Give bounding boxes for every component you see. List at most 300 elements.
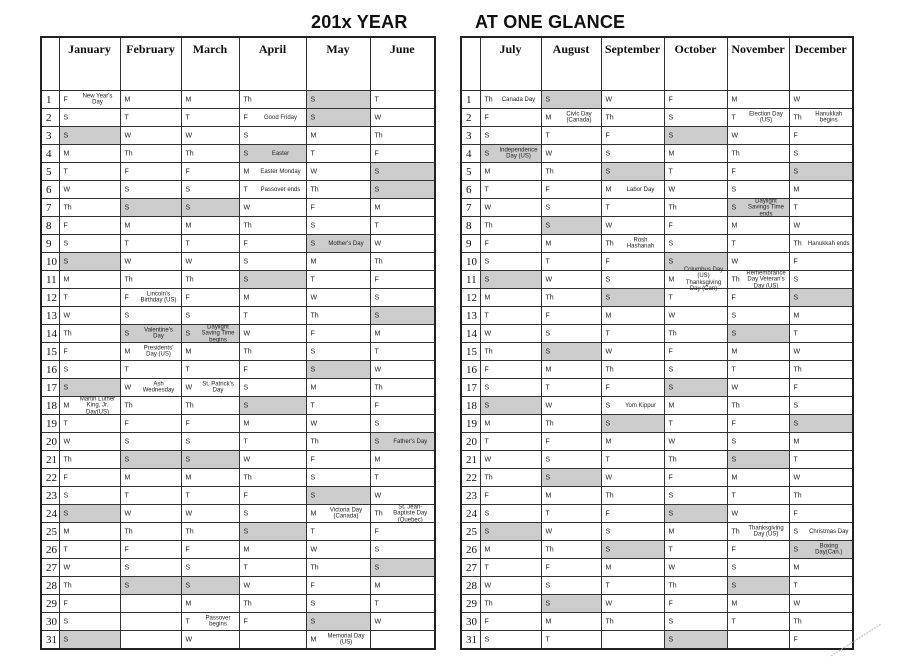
weekday-label: F — [605, 258, 610, 265]
weekday-label: T — [484, 312, 489, 319]
day-cell — [239, 487, 306, 505]
day-cell — [370, 505, 435, 523]
weekday-label: S — [668, 510, 674, 517]
day-row — [461, 523, 853, 541]
day-cell — [664, 451, 727, 469]
day-cell — [541, 523, 601, 541]
weekday-label: W — [793, 600, 801, 607]
day-cell — [601, 415, 664, 433]
weekday-label: W — [793, 474, 801, 481]
day-cell — [120, 343, 181, 361]
weekday-label: S — [793, 546, 799, 553]
day-cell — [181, 145, 239, 163]
weekday-label: W — [605, 474, 613, 481]
weekday-label: F — [185, 420, 190, 427]
weekday-label: W — [374, 366, 382, 373]
day-number: 11 — [41, 271, 59, 289]
day-row — [41, 127, 435, 145]
weekday-label: Th — [484, 222, 493, 229]
day-number: 16 — [41, 361, 59, 379]
weekday-label: T — [484, 438, 489, 445]
day-cell — [727, 613, 789, 631]
weekday-label: F — [731, 546, 736, 553]
weekday-label: Th — [484, 96, 493, 103]
day-cell — [370, 307, 435, 325]
day-row — [41, 181, 435, 199]
weekday-label: Th — [185, 276, 194, 283]
day-cell — [480, 361, 541, 379]
weekday-label: F — [124, 546, 129, 553]
day-row — [461, 379, 853, 397]
day-number: 14 — [461, 325, 480, 343]
day-cell — [601, 271, 664, 289]
day-cell — [789, 595, 853, 613]
day-cell — [370, 325, 435, 343]
day-cell — [727, 307, 789, 325]
holiday-label: Hanukkah begins — [815, 111, 843, 124]
weekday-label: W — [185, 132, 193, 139]
day-cell — [789, 541, 853, 559]
weekday-label: S — [605, 294, 611, 301]
weekday-label: T — [124, 492, 129, 499]
day-cell — [59, 91, 120, 109]
weekday-label: S — [605, 546, 611, 553]
weekday-label: T — [124, 114, 129, 121]
day-cell — [789, 505, 853, 523]
day-cell — [727, 397, 789, 415]
day-row — [461, 181, 853, 199]
day-row — [41, 199, 435, 217]
weekday-label: M — [484, 294, 491, 301]
day-number: 21 — [461, 451, 480, 469]
day-cell — [541, 433, 601, 451]
weekday-label: S — [63, 132, 69, 139]
weekday-label: M — [185, 222, 192, 229]
weekday-label: M — [545, 240, 552, 247]
weekday-label: Th — [124, 402, 133, 409]
day-cell — [727, 217, 789, 235]
weekday-label: M — [731, 474, 738, 481]
day-row — [461, 199, 853, 217]
day-cell — [181, 109, 239, 127]
day-number: 28 — [41, 577, 59, 595]
holiday-label: Election Day (US) — [749, 111, 783, 124]
day-cell — [239, 127, 306, 145]
weekday-label: S — [310, 222, 316, 229]
weekday-label: Th — [605, 618, 614, 625]
month-header: December — [789, 37, 853, 91]
weekday-label: W — [63, 186, 71, 193]
weekday-label: W — [243, 582, 251, 589]
holiday-label: Lincoln's Birthday (US) — [140, 291, 177, 304]
day-cell — [239, 433, 306, 451]
day-number: 2 — [41, 109, 59, 127]
weekday-label: T — [731, 618, 736, 625]
day-number: 12 — [41, 289, 59, 307]
day-number: 30 — [461, 613, 480, 631]
weekday-label: M — [545, 618, 552, 625]
weekday-label: S — [63, 510, 69, 517]
day-number: 2 — [461, 109, 480, 127]
weekday-label: Th — [243, 348, 252, 355]
weekday-label: F — [793, 384, 798, 391]
weekday-label: Th — [310, 564, 319, 571]
day-number: 5 — [461, 163, 480, 181]
weekday-label: Th — [793, 618, 802, 625]
weekday-label: T — [374, 222, 379, 229]
day-cell — [789, 451, 853, 469]
weekday-label: Th — [668, 456, 677, 463]
weekday-label: S — [185, 312, 191, 319]
day-cell — [239, 415, 306, 433]
weekday-label: Th — [668, 204, 677, 211]
weekday-label: M — [731, 96, 738, 103]
day-cell — [239, 289, 306, 307]
weekday-label: F — [243, 240, 248, 247]
weekday-label: M — [124, 222, 131, 229]
day-cell — [120, 631, 181, 650]
day-number: 16 — [461, 361, 480, 379]
weekday-label: S — [243, 150, 249, 157]
weekday-label: S — [731, 582, 737, 589]
weekday-label: M — [545, 114, 552, 121]
day-cell — [541, 451, 601, 469]
weekday-label: W — [185, 384, 193, 391]
day-cell — [727, 127, 789, 145]
weekday-label: M — [668, 150, 675, 157]
day-cell — [120, 199, 181, 217]
weekday-label: S — [124, 582, 130, 589]
weekday-label: S — [793, 276, 799, 283]
weekday-label: S — [310, 618, 316, 625]
weekday-label: W — [243, 204, 251, 211]
day-number: 7 — [41, 199, 59, 217]
day-cell — [789, 127, 853, 145]
day-cell — [480, 289, 541, 307]
day-cell — [789, 271, 853, 289]
day-cell — [370, 631, 435, 650]
weekday-label: F — [310, 582, 315, 589]
weekday-label: Th — [63, 456, 72, 463]
day-cell — [480, 181, 541, 199]
weekday-label: Th — [668, 330, 677, 337]
day-row — [461, 343, 853, 361]
day-cell — [59, 181, 120, 199]
day-cell — [239, 397, 306, 415]
weekday-label: S — [731, 564, 737, 571]
weekday-label: W — [374, 492, 382, 499]
weekday-label: S — [185, 564, 191, 571]
day-number: 26 — [41, 541, 59, 559]
weekday-label: F — [545, 186, 550, 193]
day-cell — [480, 595, 541, 613]
weekday-label: S — [668, 366, 674, 373]
day-cell — [59, 109, 120, 127]
day-cell — [306, 631, 370, 650]
weekday-label: M — [124, 96, 131, 103]
day-cell — [480, 469, 541, 487]
weekday-label: W — [793, 96, 801, 103]
day-row — [41, 469, 435, 487]
weekday-label: W — [243, 330, 251, 337]
weekday-label: Th — [484, 474, 493, 481]
day-cell — [120, 577, 181, 595]
weekday-label: F — [63, 96, 68, 103]
day-cell — [181, 469, 239, 487]
day-row — [41, 415, 435, 433]
weekday-label: M — [310, 510, 317, 517]
weekday-label: S — [243, 528, 249, 535]
holiday-label: Canada Day — [501, 96, 536, 103]
day-cell — [727, 433, 789, 451]
day-cell — [59, 217, 120, 235]
weekday-label: W — [484, 582, 492, 589]
day-number: 30 — [41, 613, 59, 631]
weekday-label: F — [793, 132, 798, 139]
weekday-label: Th — [63, 204, 72, 211]
weekday-label: Th — [185, 402, 194, 409]
day-cell — [601, 523, 664, 541]
day-cell — [480, 307, 541, 325]
weekday-label: M — [374, 204, 381, 211]
day-cell — [181, 271, 239, 289]
day-cell — [59, 271, 120, 289]
weekday-label: W — [374, 618, 382, 625]
day-cell — [480, 271, 541, 289]
day-cell — [601, 487, 664, 505]
day-cell — [370, 451, 435, 469]
weekday-label: W — [185, 636, 193, 643]
weekday-label: Th — [124, 528, 133, 535]
weekday-label: S — [605, 168, 611, 175]
day-cell — [480, 109, 541, 127]
weekday-label: Th — [731, 528, 740, 535]
day-cell — [181, 433, 239, 451]
day-cell — [789, 181, 853, 199]
weekday-label: F — [605, 384, 610, 391]
day-cell — [239, 343, 306, 361]
day-number: 19 — [41, 415, 59, 433]
day-cell — [181, 199, 239, 217]
weekday-label: Th — [374, 510, 383, 517]
weekday-label: Th — [243, 222, 252, 229]
holiday-label: Yom Kippur — [625, 402, 656, 409]
day-cell — [541, 469, 601, 487]
day-number: 20 — [461, 433, 480, 451]
weekday-label: Th — [243, 96, 252, 103]
day-cell — [120, 613, 181, 631]
day-row — [41, 235, 435, 253]
day-row — [41, 631, 435, 650]
day-cell — [601, 451, 664, 469]
weekday-label: M — [793, 186, 800, 193]
day-cell — [181, 325, 239, 343]
day-cell — [120, 217, 181, 235]
day-cell — [181, 343, 239, 361]
day-cell — [601, 181, 664, 199]
holiday-label: New Year's Day — [82, 93, 113, 106]
day-cell — [181, 631, 239, 650]
weekday-label: W — [243, 456, 251, 463]
weekday-label: T — [484, 186, 489, 193]
day-cell — [370, 109, 435, 127]
day-cell — [181, 595, 239, 613]
day-cell — [727, 505, 789, 523]
weekday-label: S — [124, 186, 130, 193]
weekday-label: T — [310, 150, 315, 157]
weekday-label: S — [545, 456, 551, 463]
weekday-label: T — [243, 186, 248, 193]
day-cell — [727, 451, 789, 469]
day-cell — [664, 217, 727, 235]
day-number: 31 — [41, 631, 59, 650]
day-cell — [306, 127, 370, 145]
day-cell — [181, 541, 239, 559]
day-number: 23 — [461, 487, 480, 505]
day-cell — [789, 217, 853, 235]
day-cell — [789, 109, 853, 127]
weekday-label: S — [731, 312, 737, 319]
weekday-label: Th — [124, 276, 133, 283]
weekday-label: F — [63, 474, 68, 481]
day-cell — [306, 397, 370, 415]
holiday-label: Labor Day — [626, 186, 655, 193]
day-cell — [181, 91, 239, 109]
weekday-label: W — [731, 510, 739, 517]
day-cell — [664, 361, 727, 379]
day-number: 9 — [41, 235, 59, 253]
day-cell — [601, 505, 664, 523]
day-cell — [181, 289, 239, 307]
day-number: 13 — [41, 307, 59, 325]
weekday-label: F — [484, 618, 489, 625]
day-number: 29 — [461, 595, 480, 613]
day-row — [41, 559, 435, 577]
weekday-label: F — [668, 348, 673, 355]
day-cell — [664, 415, 727, 433]
day-cell — [727, 109, 789, 127]
weekday-label: Th — [243, 474, 252, 481]
day-cell — [664, 91, 727, 109]
day-cell — [181, 217, 239, 235]
day-cell — [541, 505, 601, 523]
day-row — [41, 433, 435, 451]
day-cell — [239, 559, 306, 577]
day-cell — [480, 505, 541, 523]
day-cell — [789, 469, 853, 487]
holiday-label: St. Jean-Baptiste Day (Quebec) — [393, 503, 428, 523]
day-number: 11 — [461, 271, 480, 289]
weekday-label: M — [185, 474, 192, 481]
weekday-label: S — [545, 600, 551, 607]
day-cell — [120, 559, 181, 577]
day-cell — [664, 325, 727, 343]
weekday-label: W — [731, 258, 739, 265]
day-number: 8 — [41, 217, 59, 235]
day-cell — [306, 91, 370, 109]
day-cell — [120, 469, 181, 487]
day-cell — [664, 505, 727, 523]
day-cell — [601, 235, 664, 253]
day-cell — [120, 289, 181, 307]
weekday-label: S — [310, 348, 316, 355]
weekday-label: W — [63, 564, 71, 571]
weekday-label: S — [484, 150, 490, 157]
day-cell — [727, 487, 789, 505]
weekday-label: S — [124, 312, 130, 319]
weekday-label: T — [185, 366, 190, 373]
day-cell — [370, 271, 435, 289]
weekday-label: Th — [374, 258, 383, 265]
day-row — [41, 109, 435, 127]
day-cell — [239, 613, 306, 631]
weekday-label: Th — [185, 528, 194, 535]
day-cell — [120, 505, 181, 523]
weekday-label: S — [545, 582, 551, 589]
day-cell — [59, 433, 120, 451]
weekday-label: W — [310, 168, 318, 175]
weekday-label: F — [668, 474, 673, 481]
weekday-label: T — [545, 384, 550, 391]
month-header: January — [59, 37, 120, 91]
day-cell — [59, 289, 120, 307]
day-cell — [306, 199, 370, 217]
day-cell — [59, 415, 120, 433]
day-cell — [120, 523, 181, 541]
weekday-label: S — [185, 330, 191, 337]
weekday-label: F — [63, 348, 68, 355]
day-cell — [181, 415, 239, 433]
weekday-label: F — [124, 420, 129, 427]
day-row — [41, 289, 435, 307]
weekday-label: S — [731, 438, 737, 445]
day-row — [41, 343, 435, 361]
weekday-label: T — [668, 168, 673, 175]
weekday-label: Th — [310, 186, 319, 193]
day-cell — [59, 307, 120, 325]
day-cell — [120, 109, 181, 127]
day-cell — [664, 523, 727, 541]
day-cell — [120, 127, 181, 145]
day-cell — [181, 613, 239, 631]
day-cell — [306, 595, 370, 613]
weekday-label: S — [484, 402, 490, 409]
weekday-label: S — [63, 258, 69, 265]
day-cell — [727, 199, 789, 217]
day-cell — [541, 541, 601, 559]
day-cell — [664, 343, 727, 361]
weekday-label: S — [374, 420, 380, 427]
day-row — [41, 253, 435, 271]
day-cell — [541, 361, 601, 379]
day-cell — [59, 199, 120, 217]
day-cell — [541, 613, 601, 631]
day-cell — [480, 253, 541, 271]
weekday-label: Th — [310, 312, 319, 319]
day-row — [41, 163, 435, 181]
day-cell — [239, 379, 306, 397]
weekday-label: F — [484, 114, 489, 121]
day-number: 31 — [461, 631, 480, 650]
day-cell — [480, 451, 541, 469]
weekday-label: F — [484, 366, 489, 373]
day-cell — [480, 487, 541, 505]
weekday-label: T — [605, 456, 610, 463]
day-cell — [480, 163, 541, 181]
day-row — [41, 487, 435, 505]
weekday-label: S — [793, 294, 799, 301]
weekday-label: M — [605, 186, 612, 193]
